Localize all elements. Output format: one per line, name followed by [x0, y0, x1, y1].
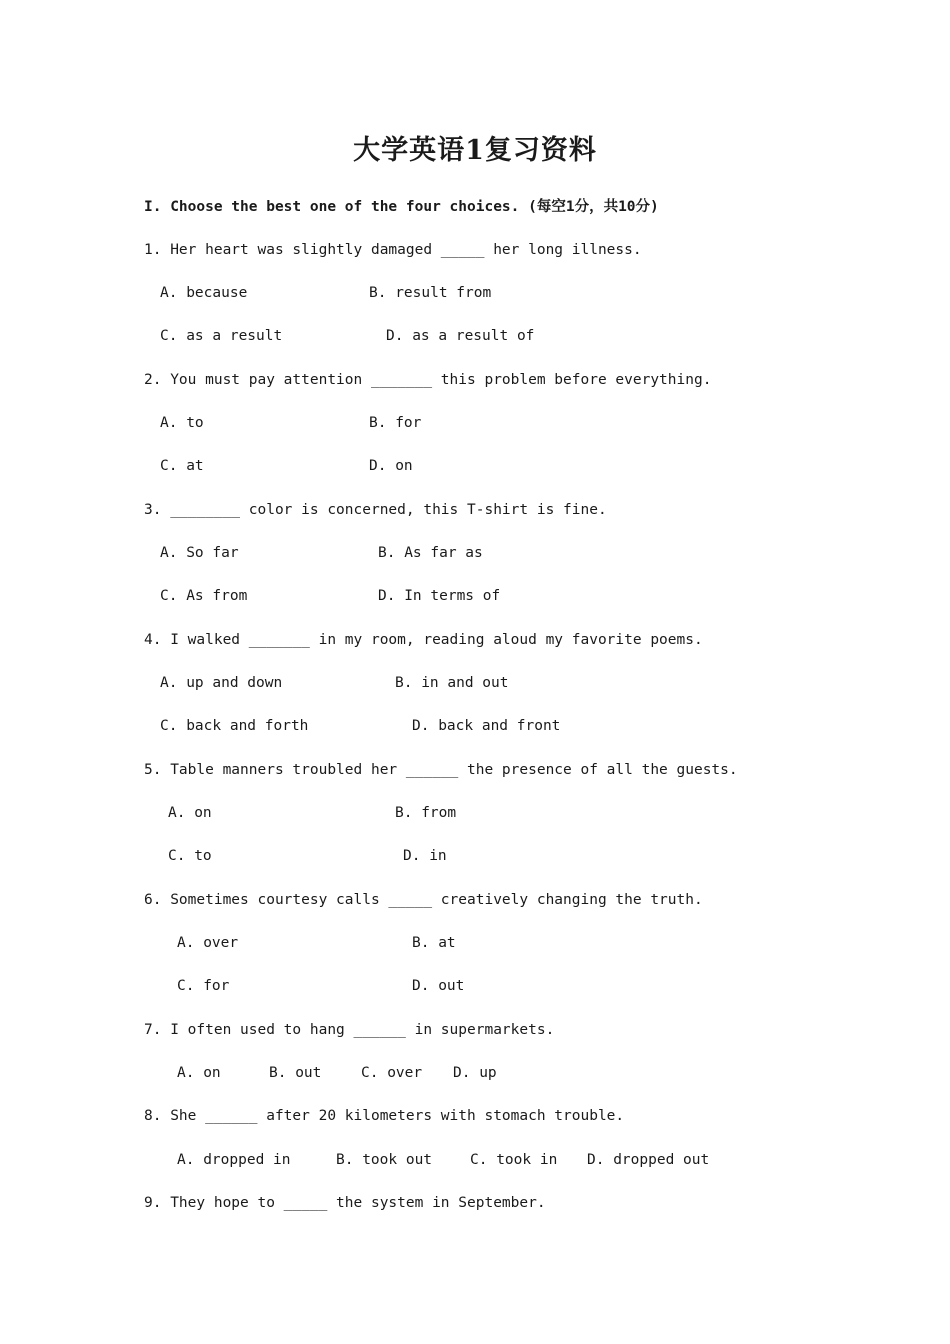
option-d: D. on: [369, 458, 413, 474]
option-c: C. over: [361, 1065, 423, 1081]
option-d: D. out: [412, 978, 465, 994]
option-a: A. on: [177, 1065, 221, 1081]
question-stem: 6. Sometimes courtesy calls _____ creatively changing the truth.: [144, 892, 703, 908]
option-c: C. took in: [470, 1152, 558, 1168]
option-a: A. up and down: [160, 675, 283, 691]
option-d: D. dropped out: [587, 1152, 710, 1168]
question-stem: 3. ________ color is concerned, this T-shirt is fine.: [144, 502, 607, 518]
option-d: D. up: [453, 1065, 497, 1081]
option-b: B. in and out: [395, 675, 509, 691]
option-c: C. As from: [160, 588, 248, 604]
option-a: A. because: [160, 285, 248, 301]
question-stem: 9. They hope to _____ the system in September.: [144, 1195, 546, 1211]
option-d: D. back and front: [412, 718, 561, 734]
question-stem: 5. Table manners troubled her ______ the presence of all the guests.: [144, 762, 738, 778]
option-c: C. for: [177, 978, 230, 994]
option-b: B. for: [369, 415, 422, 431]
section-heading: I. Choose the best one of the four choices. (每空1分，共10分): [144, 199, 659, 215]
option-a: A. to: [160, 415, 204, 431]
option-c: C. back and forth: [160, 718, 309, 734]
question-stem: 1. Her heart was slightly damaged _____ her long illness.: [144, 242, 642, 258]
question-stem: 8. She ______ after 20 kilometers with stomach trouble.: [144, 1108, 625, 1124]
option-a: A. dropped in: [177, 1152, 291, 1168]
option-b: B. from: [395, 805, 457, 821]
option-d: D. as a result of: [386, 328, 535, 344]
option-a: A. on: [168, 805, 212, 821]
question-stem: 4. I walked _______ in my room, reading aloud my favorite poems.: [144, 632, 703, 648]
document-title: 大学英语1复习资料: [353, 135, 597, 166]
option-b: B. out: [269, 1065, 322, 1081]
option-b: B. at: [412, 935, 456, 951]
question-stem: 7. I often used to hang ______ in supermarkets.: [144, 1022, 555, 1038]
option-c: C. to: [168, 848, 212, 864]
option-b: B. As far as: [378, 545, 483, 561]
option-c: C. as a result: [160, 328, 283, 344]
option-b: B. took out: [336, 1152, 433, 1168]
option-a: A. over: [177, 935, 239, 951]
option-d: D. In terms of: [378, 588, 501, 604]
option-d: D. in: [403, 848, 447, 864]
question-stem: 2. You must pay attention _______ this problem before everything.: [144, 372, 712, 388]
option-b: B. result from: [369, 285, 492, 301]
option-a: A. So far: [160, 545, 239, 561]
option-c: C. at: [160, 458, 204, 474]
